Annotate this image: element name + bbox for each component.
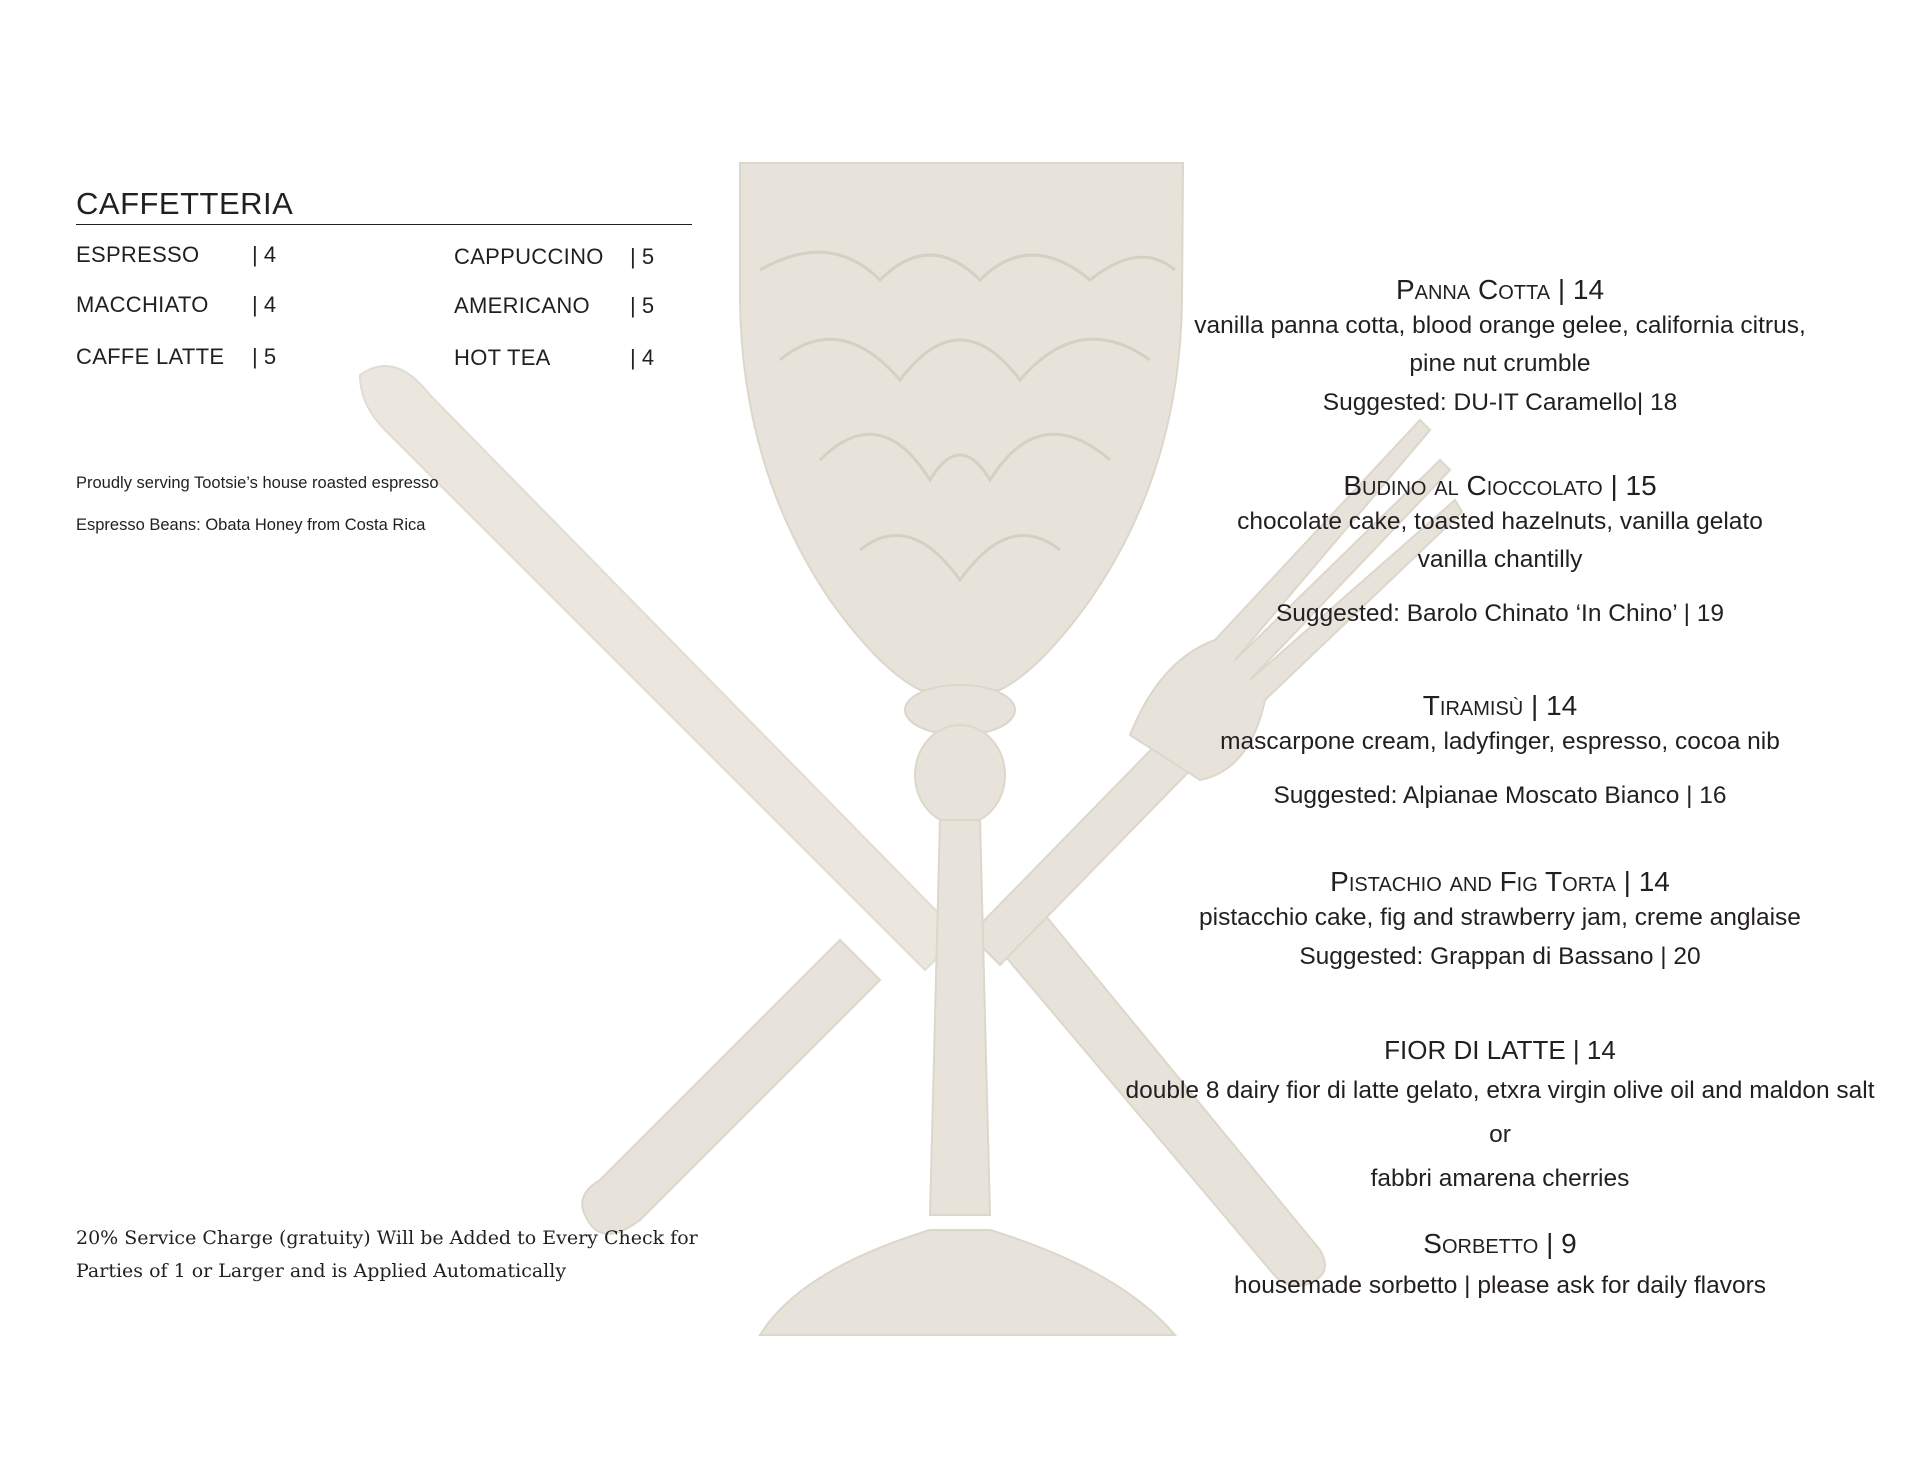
dessert-price: | 14 xyxy=(1557,274,1605,305)
dessert-description: double 8 dairy fior di latte gelato, etxra virgin olive oil and maldon salt xyxy=(1125,1077,1875,1104)
dessert-title xyxy=(1075,272,1920,308)
dessert-suggestion: Suggested: DU-IT Caramello| 18 xyxy=(1322,389,1678,416)
dessert-name: Panna Cotta xyxy=(1395,274,1551,305)
caffetteria-item-price: | 4 xyxy=(252,292,277,317)
caffetteria-item-name: MACCHIATO xyxy=(76,292,209,317)
caffetteria-item-price: | 4 xyxy=(252,242,277,267)
dessert-title xyxy=(1075,688,1920,724)
dessert-suggestion: Suggested: Alpianae Moscato Bianco | 16 xyxy=(1273,782,1727,809)
dessert-description: pine nut crumble xyxy=(1409,350,1591,377)
dessert-description: housemade sorbetto | please ask for daily flavors xyxy=(1233,1272,1767,1299)
caffetteria-item-price: | 5 xyxy=(252,344,277,369)
caffetteria-divider xyxy=(76,224,692,225)
dessert-price: | 14 xyxy=(1623,866,1670,897)
dessert-description: or xyxy=(1489,1121,1511,1148)
dessert-description: vanilla panna cotta, blood orange gelee, california citrus, xyxy=(1194,312,1806,339)
dessert-suggestion: Suggested: Barolo Chinato ‘In Chino’ | 19 xyxy=(1275,600,1725,627)
dessert-title xyxy=(1075,1032,1920,1068)
dessert-title xyxy=(1075,468,1920,504)
dessert-description: chocolate cake, toasted hazelnuts, vanilla gelato xyxy=(1237,508,1763,535)
caffetteria-item-name: CAPPUCCINO xyxy=(454,244,604,269)
dessert-name: Budino al Cioccolato xyxy=(1343,470,1603,501)
dessert-price: | 14 xyxy=(1531,690,1578,721)
dessert-description: mascarpone cream, ladyfinger, espresso, cocoa nib xyxy=(1220,728,1780,755)
espresso-note: Proudly serving Tootsie’s house roasted espresso xyxy=(76,474,439,492)
dessert-price: | 9 xyxy=(1546,1228,1577,1259)
service-charge-line: Parties of 1 or Larger and is Applied Automatically xyxy=(76,1260,567,1282)
dessert-name: Sorbetto xyxy=(1423,1228,1539,1259)
caffetteria-title: CAFFETTERIA xyxy=(76,186,294,221)
dessert-title xyxy=(1075,1226,1920,1262)
caffetteria-item-name: CAFFE LATTE xyxy=(76,344,225,369)
beans-note: Espresso Beans: Obata Honey from Costa Rica xyxy=(76,516,426,534)
caffetteria-item-price: | 5 xyxy=(630,244,655,269)
dessert-name: FIOR DI LATTE xyxy=(1384,1035,1566,1065)
service-charge-note xyxy=(76,1222,716,1288)
dessert-price: | 15 xyxy=(1610,470,1657,501)
dessert-price: | 14 xyxy=(1572,1035,1616,1065)
service-charge-line: 20% Service Charge (gratuity) Will be Added to Every Check for xyxy=(76,1227,698,1249)
dessert-description: fabbri amarena cherries xyxy=(1370,1165,1630,1192)
caffetteria-item-name: ESPRESSO xyxy=(76,242,200,267)
dessert-title xyxy=(1075,864,1920,900)
dessert-name: Tiramisù xyxy=(1422,690,1524,721)
dessert-description: vanilla chantilly xyxy=(1417,546,1583,573)
caffetteria-item-price: | 4 xyxy=(630,345,655,370)
caffetteria-item-price: | 5 xyxy=(630,293,655,318)
caffetteria-item-name: HOT TEA xyxy=(454,345,551,370)
dessert-name: Pistachio and Fig Torta xyxy=(1330,866,1616,897)
dessert-suggestion: Suggested: Grappan di Bassano | 20 xyxy=(1299,943,1701,970)
dessert-description: pistacchio cake, fig and strawberry jam, creme anglaise xyxy=(1199,904,1801,931)
caffetteria-item-name: AMERICANO xyxy=(454,293,590,318)
